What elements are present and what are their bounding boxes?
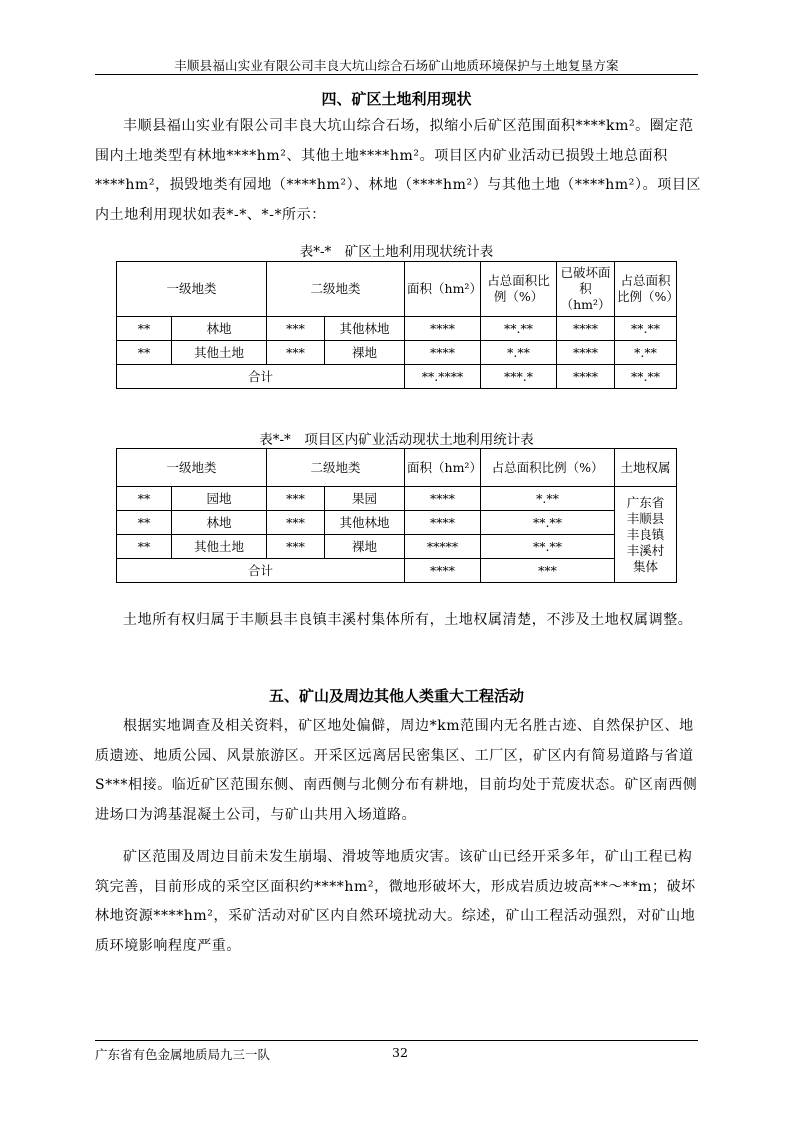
table-row	[117, 341, 677, 365]
cell-code2: ***	[267, 511, 325, 535]
section-heading-land-use: 四、矿区土地利用现状	[321, 90, 472, 108]
cell-code2: ***	[267, 317, 325, 341]
table2-header-level1: 一级地类	[117, 449, 267, 487]
cell-damaged: ****	[557, 317, 615, 341]
cell-area: ****	[405, 341, 481, 365]
cell-code1: **	[117, 511, 172, 535]
land-use-table	[116, 261, 677, 389]
cell-ratio: *.**	[481, 341, 557, 365]
cell-code1: **	[117, 535, 172, 559]
cell-name1: 其他土地	[172, 535, 267, 559]
table-row	[117, 535, 677, 559]
page-number: 32	[392, 1045, 408, 1060]
table2-header-level2: 二级地类	[267, 449, 405, 487]
table1-caption: 表*-* 矿区土地利用现状统计表	[299, 244, 494, 260]
table-row	[117, 511, 677, 535]
table2-caption: 表*-* 项目区内矿业活动现状土地利用统计表	[259, 432, 534, 448]
cell-area: ****	[405, 487, 481, 511]
cell-area: *****	[405, 535, 481, 559]
table-total-row	[117, 559, 677, 583]
total-label: 合计	[117, 365, 405, 389]
table2-header-ratio: 占总面积比例（%）	[481, 449, 615, 487]
table-total-row	[117, 365, 677, 389]
table1-header-damaged-ratio: 占总面积比例（%）	[615, 262, 677, 317]
cell-name2: 裸地	[325, 341, 405, 365]
cell-name2: 果园	[325, 487, 405, 511]
page-header-title: 丰顺县福山实业有限公司丰良大坑山综合石场矿山地质环境保护与土地复垦方案	[174, 58, 619, 73]
ownership-paragraph: 土地所有权归属于丰顺县丰良镇丰溪村集体所有，土地权属清楚，不涉及土地权属调整。	[123, 612, 693, 628]
total-area: ****	[405, 559, 481, 583]
table1-header-level1: 一级地类	[117, 262, 267, 317]
cell-ratio: **.**	[481, 535, 615, 559]
cell-damaged: ****	[557, 341, 615, 365]
cell-name2: 其他林地	[325, 511, 405, 535]
cell-code1: **	[117, 317, 172, 341]
total-ratio: ***	[481, 559, 615, 583]
table1-header-level2: 二级地类	[267, 262, 405, 317]
table1-header-ratio: 占总面积比例（%）	[481, 262, 557, 317]
total-damaged-ratio: **.**	[615, 365, 677, 389]
land-use-paragraph: 丰顺县福山实业有限公司丰良大坑山综合石场，拟缩小后矿区范围面积****km²。圈定范围内土地类型有林地****hm²、其他土地****hm²。项目区内矿业活动已损毁土地总面积****hm²，损毁地类有园地（****hm²）、林地（****hm²）与其他土地（****hm²）。项目区内土地利用现状如表*-*、*-*所示：	[95, 118, 702, 223]
total-damaged: ****	[557, 365, 615, 389]
cell-ratio: *.**	[481, 487, 615, 511]
total-ratio: ***.*	[481, 365, 557, 389]
mining-land-use-table	[116, 448, 677, 583]
cell-area: ****	[405, 511, 481, 535]
cell-name2: 裸地	[325, 535, 405, 559]
total-label: 合计	[117, 559, 405, 583]
cell-name1: 林地	[172, 511, 267, 535]
footer-organization: 广东省有色金属地质局九三一队	[95, 1047, 271, 1062]
cell-code1: **	[117, 487, 172, 511]
cell-name1: 林地	[172, 317, 267, 341]
cell-name1: 其他土地	[172, 341, 267, 365]
cell-code2: ***	[267, 487, 325, 511]
cell-code2: ***	[267, 535, 325, 559]
cell-area: ****	[405, 317, 481, 341]
footer-rule	[95, 1040, 698, 1041]
section-heading-engineering: 五、矿山及周边其他人类重大工程活动	[268, 687, 524, 705]
engineering-paragraph-1: 根据实地调查及相关资料，矿区地处偏僻，周边*km范围内无名胜古迹、自然保护区、地质遗迹、地质公园、风景旅游区。开采区远离居民密集区、工厂区，矿区内有简易道路与省道S***相接。临近矿区范围东侧、南西侧与北侧分布有耕地，目前均处于荒废状态。矿区南西侧进场口为鸿基混凝土公司，与矿山共用入场道路。	[95, 718, 698, 823]
table1-header-damaged-area: 已破坏面积（hm²）	[557, 262, 615, 317]
total-area: **.****	[405, 365, 481, 389]
cell-ratio: **.**	[481, 317, 557, 341]
table2-header-area: 面积（hm²）	[405, 449, 481, 487]
cell-ratio: **.**	[481, 511, 615, 535]
header-rule	[95, 74, 698, 75]
table-row	[117, 317, 677, 341]
cell-name1: 园地	[172, 487, 267, 511]
table1-header-area: 面积（hm²）	[405, 262, 481, 317]
engineering-paragraph-2: 矿区范围及周边目前未发生崩塌、滑坡等地质灾害。该矿山已经开采多年，矿山工程已构筑完善，目前形成的采空区面积约****hm²，微地形破坏大，形成岩质边坡高**～**m；破坏林地资源****hm²，采矿活动对矿区内自然环境扰动大。综述，矿山工程活动强烈，对矿山地质环境影响程度严重。	[95, 849, 696, 954]
table2-header-ownership: 土地权属	[615, 449, 677, 487]
cell-damaged-ratio: *.**	[615, 341, 677, 365]
cell-damaged-ratio: **.**	[615, 317, 677, 341]
cell-name2: 其他林地	[325, 317, 405, 341]
table-row	[117, 487, 677, 511]
cell-code1: **	[117, 341, 172, 365]
cell-code2: ***	[267, 341, 325, 365]
ownership-cell: 广东省丰顺县丰良镇丰溪村集体	[615, 487, 677, 583]
